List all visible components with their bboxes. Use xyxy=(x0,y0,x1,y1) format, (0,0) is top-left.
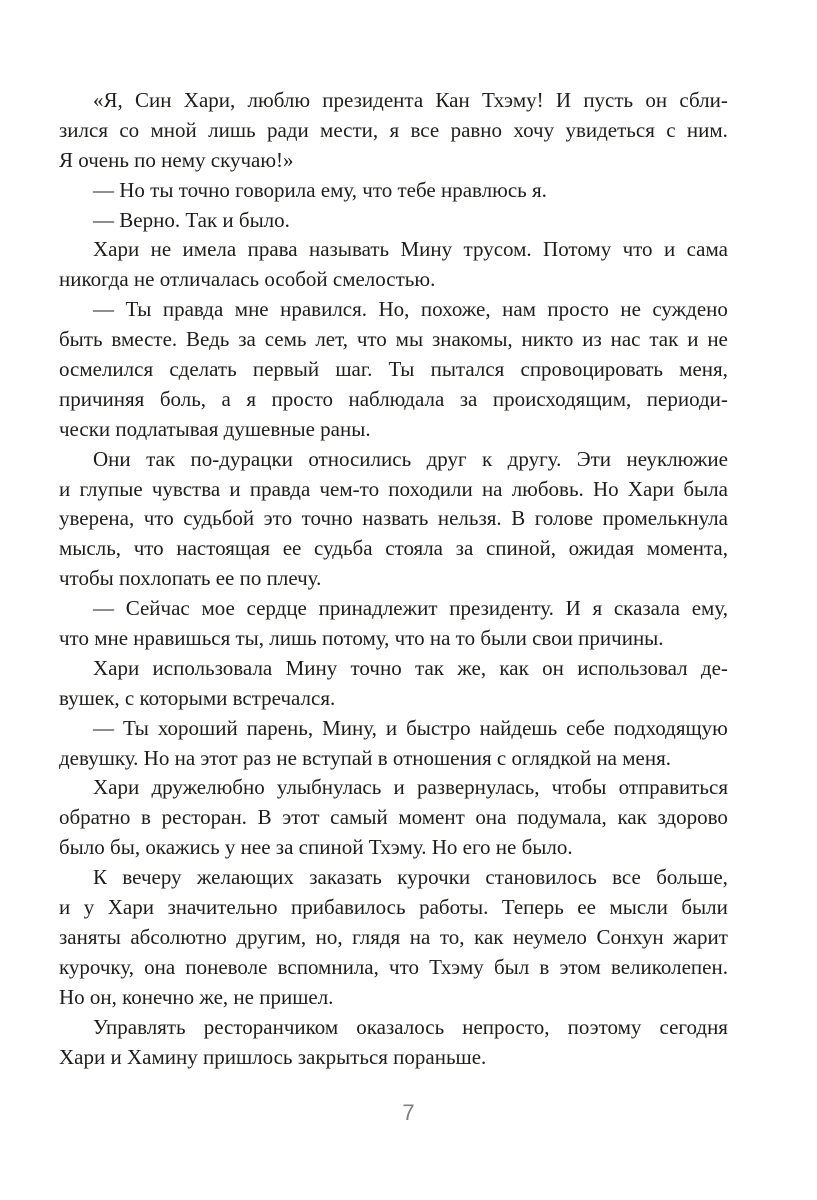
paragraph xyxy=(59,714,728,774)
text-line: что мне нравишься ты, лишь потому, что на то были свои причины. xyxy=(59,626,664,651)
paragraph xyxy=(59,295,728,444)
text-line: — Но ты точно говорила ему, что тебе нравлюсь я. xyxy=(93,177,547,202)
paragraph xyxy=(59,773,728,863)
text-line: вушек, с которыми встречался. xyxy=(59,685,336,710)
text-line: Хари не имела права называть Мину трусом. Потому что и сама xyxy=(93,237,728,262)
paragraph xyxy=(59,654,728,714)
page-number: 7 xyxy=(402,1100,415,1125)
paragraph xyxy=(59,863,728,1012)
text-line: чески подлатывая душевные раны. xyxy=(59,416,371,441)
text-line: было бы, окажись у нее за спиной Тхэму. Но его не было. xyxy=(59,835,573,860)
paragraph xyxy=(59,1013,728,1073)
text-line: и у Хари значительно прибавилось работы. Теперь ее мысли были xyxy=(59,895,728,920)
paragraph xyxy=(59,445,728,594)
paragraph xyxy=(59,235,728,295)
text-line: курочку, она поневоле вспомнила, что Тхэму был в этом великолепен. xyxy=(59,954,728,979)
text-line: — Сейчас мое сердце принадлежит президенту. И я сказала ему, xyxy=(93,596,728,621)
text-line: обратно в ресторан. В этот самый момент она подумала, как здорово xyxy=(59,805,728,830)
text-line: Но он, конечно же, не пришел. xyxy=(59,984,334,1009)
text-line: Хари и Хамину пришлось закрыться пораньше. xyxy=(59,1044,487,1069)
text-line: К вечеру желающих заказать курочки становилось все больше, xyxy=(93,865,728,890)
text-line: причиняя боль, а я просто наблюдала за происходящим, периоди- xyxy=(59,386,728,411)
text-line: мысль, что настоящая ее судьба стояла за спиной, ожидая момента, xyxy=(59,536,728,561)
text-line: Хари использовала Мину точно так же, как он использовал де- xyxy=(93,655,728,680)
text-line: — Ты правда мне нравился. Но, похоже, нам просто не суждено xyxy=(93,297,728,322)
text-line: Я очень по нему скучаю!» xyxy=(59,147,294,172)
paragraph xyxy=(59,176,728,206)
text-line: — Ты хороший парень, Мину, и быстро найдешь себе подходящую xyxy=(93,715,728,740)
text-line: заняты абсолютно другим, но, глядя на то, как неумело Сонхун жарит xyxy=(59,924,728,949)
text-line: Они так по-дурацки относились друг к другу. Эти неуклюжие xyxy=(93,446,728,471)
text-line: осмелился сделать первый шаг. Ты пытался спровоцировать меня, xyxy=(59,357,728,382)
text-block xyxy=(59,86,728,1072)
text-line: — Верно. Так и было. xyxy=(93,207,290,232)
text-line: уверена, что судьбой это точно назвать нельзя. В голове промелькнула xyxy=(59,506,728,531)
text-line: зился со мной лишь ради мести, я все равно хочу увидеться с ним. xyxy=(59,117,728,142)
paragraph xyxy=(59,594,728,654)
paragraph xyxy=(59,206,728,236)
text-line: Хари дружелюбно улыбнулась и развернулась, чтобы отправиться xyxy=(93,775,728,800)
text-line: «Я, Син Хари, люблю президента Кан Тхэму! И пусть он сбли- xyxy=(93,88,728,112)
text-line: и глупые чувства и правда чем-то походили на любовь. Но Хари была xyxy=(59,476,728,501)
text-line: чтобы похлопать ее по плечу. xyxy=(59,566,322,591)
text-line: никогда не отличалась особой смелостью. xyxy=(59,267,436,292)
text-line: девушку. Но на этот раз не вступай в отношения с оглядкой на меня. xyxy=(59,745,672,770)
text-line: Управлять ресторанчиком оказалось непросто, поэтому сегодня xyxy=(93,1014,728,1039)
text-line: быть вместе. Ведь за семь лет, что мы знакомы, никто из нас так и не xyxy=(59,327,728,352)
paragraph xyxy=(59,86,728,176)
